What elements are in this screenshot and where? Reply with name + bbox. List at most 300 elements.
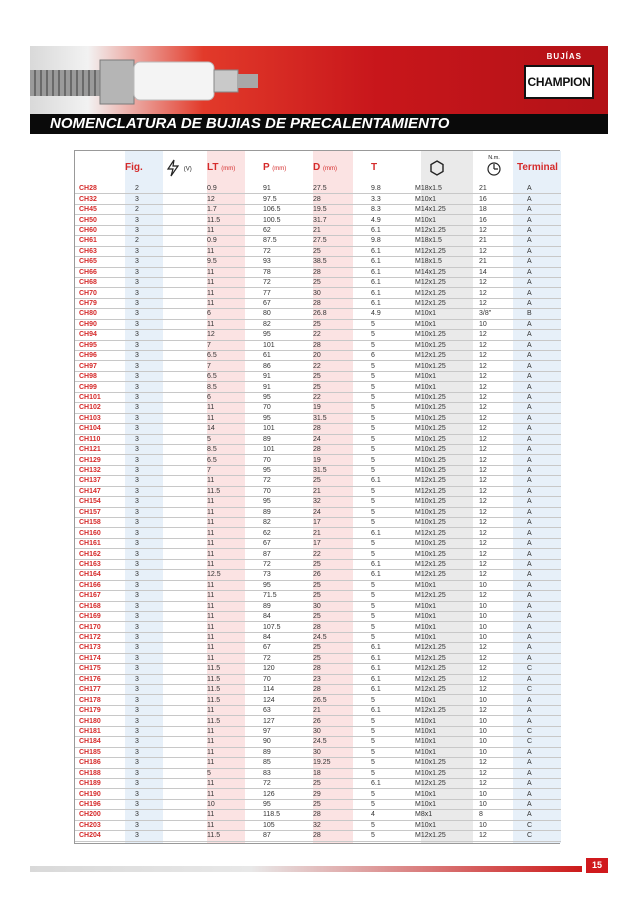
- cell-t: 5: [361, 497, 415, 507]
- col-header-terminal: Terminal: [517, 162, 558, 173]
- cell-terminal: A: [517, 465, 561, 475]
- cell-fig: 3: [125, 246, 165, 256]
- cell-terminal: B: [517, 309, 561, 319]
- cell-torque: 12: [471, 549, 517, 559]
- cell-lt: 12: [207, 330, 249, 340]
- cell-thread: M10x1: [415, 215, 471, 225]
- cell-fig: 3: [125, 361, 165, 371]
- cell-model: CH204: [75, 831, 125, 841]
- cell-p: 95: [249, 392, 307, 402]
- cell-d: 19: [307, 403, 361, 413]
- cell-t: 5: [361, 622, 415, 632]
- cell-t: 5: [361, 632, 415, 642]
- cell-t: 6.1: [361, 685, 415, 695]
- cell-model: CH160: [75, 528, 125, 538]
- cell-d: 25: [307, 559, 361, 569]
- cell-fig: 3: [125, 330, 165, 340]
- cell-d: 24.5: [307, 737, 361, 747]
- cell-lt: 9.5: [207, 257, 249, 267]
- cell-p: 82: [249, 319, 307, 329]
- cell-t: 6.1: [361, 246, 415, 256]
- cell-voltage: [165, 643, 207, 653]
- cell-voltage: [165, 298, 207, 308]
- cell-p: 89: [249, 601, 307, 611]
- cell-torque: 12: [471, 298, 517, 308]
- cell-terminal: A: [517, 371, 561, 381]
- cell-torque: 12: [471, 570, 517, 580]
- cell-d: 28: [307, 622, 361, 632]
- table-row: [75, 747, 561, 757]
- cell-fig: 3: [125, 465, 165, 475]
- cell-voltage: [165, 204, 207, 214]
- cell-lt: 6.5: [207, 455, 249, 465]
- cell-terminal: A: [517, 319, 561, 329]
- cell-fig: 3: [125, 601, 165, 611]
- cell-p: 67: [249, 538, 307, 548]
- table-row: [75, 309, 561, 319]
- cell-terminal: A: [517, 778, 561, 788]
- table-row: [75, 758, 561, 768]
- cell-p: 101: [249, 444, 307, 454]
- cell-d: 31.5: [307, 465, 361, 475]
- cell-d: 25: [307, 799, 361, 809]
- cell-thread: M10x1.25: [415, 538, 471, 548]
- table-row: [75, 705, 561, 715]
- table-row: [75, 528, 561, 538]
- cell-d: 22: [307, 392, 361, 402]
- cell-fig: 3: [125, 632, 165, 642]
- cell-model: CH121: [75, 444, 125, 454]
- cell-terminal: A: [517, 455, 561, 465]
- cell-p: 101: [249, 424, 307, 434]
- cell-t: 6.1: [361, 298, 415, 308]
- cell-torque: 3/8": [471, 309, 517, 319]
- table-row: [75, 497, 561, 507]
- cell-torque: 12: [471, 351, 517, 361]
- cell-torque: 12: [471, 685, 517, 695]
- cell-thread: M10x1: [415, 611, 471, 621]
- cell-fig: 3: [125, 705, 165, 715]
- table-row: [75, 653, 561, 663]
- cell-voltage: [165, 632, 207, 642]
- cell-terminal: A: [517, 257, 561, 267]
- cell-model: CH104: [75, 424, 125, 434]
- cell-d: 28: [307, 685, 361, 695]
- cell-p: 105: [249, 820, 307, 830]
- cell-terminal: A: [517, 486, 561, 496]
- cell-model: CH177: [75, 685, 125, 695]
- cell-fig: 3: [125, 225, 165, 235]
- cell-thread: M10x1.25: [415, 413, 471, 423]
- cell-torque: 8: [471, 810, 517, 820]
- cell-thread: M10x1.25: [415, 507, 471, 517]
- cell-terminal: A: [517, 277, 561, 287]
- cell-voltage: [165, 225, 207, 235]
- table-header-row: [75, 151, 561, 184]
- cell-t: 5: [361, 820, 415, 830]
- cell-lt: 12.5: [207, 570, 249, 580]
- cell-voltage: [165, 580, 207, 590]
- cell-voltage: [165, 674, 207, 684]
- torque-unit: N.m.: [488, 155, 500, 161]
- cell-d: 24.5: [307, 632, 361, 642]
- cell-terminal: A: [517, 528, 561, 538]
- cell-voltage: [165, 444, 207, 454]
- table-row: [75, 810, 561, 820]
- cell-model: CH196: [75, 799, 125, 809]
- table-row: [75, 288, 561, 298]
- cell-fig: 3: [125, 371, 165, 381]
- cell-model: CH175: [75, 664, 125, 674]
- cell-fig: 3: [125, 444, 165, 454]
- cell-voltage: [165, 392, 207, 402]
- cell-model: CH188: [75, 768, 125, 778]
- cell-t: 5: [361, 737, 415, 747]
- table-row: [75, 184, 561, 194]
- cell-fig: 3: [125, 340, 165, 350]
- cell-voltage: [165, 267, 207, 277]
- cell-torque: 12: [471, 444, 517, 454]
- cell-t: 6.1: [361, 225, 415, 235]
- cell-voltage: [165, 455, 207, 465]
- cell-terminal: A: [517, 236, 561, 246]
- cell-p: 95: [249, 497, 307, 507]
- cell-lt: 11: [207, 622, 249, 632]
- cell-torque: 10: [471, 601, 517, 611]
- cell-p: 124: [249, 695, 307, 705]
- cell-lt: 11: [207, 403, 249, 413]
- cell-model: CH166: [75, 580, 125, 590]
- cell-d: 28: [307, 664, 361, 674]
- table-row: [75, 518, 561, 528]
- cell-terminal: A: [517, 611, 561, 621]
- table-row: [75, 507, 561, 517]
- cell-t: 9.8: [361, 236, 415, 246]
- lt-unit: (mm): [221, 166, 236, 172]
- cell-thread: M10x1.25: [415, 330, 471, 340]
- cell-lt: 11: [207, 298, 249, 308]
- cell-t: 5: [361, 413, 415, 423]
- cell-terminal: A: [517, 549, 561, 559]
- cell-thread: M10x1.25: [415, 497, 471, 507]
- cell-t: 5: [361, 538, 415, 548]
- cell-thread: M10x1.25: [415, 758, 471, 768]
- cell-lt: 11.5: [207, 674, 249, 684]
- cell-d: 30: [307, 601, 361, 611]
- page-title: NOMENCLATURA DE BUJIAS DE PRECALENTAMIENTO: [50, 115, 450, 132]
- cell-lt: 6: [207, 309, 249, 319]
- table-row: [75, 361, 561, 371]
- cell-thread: M10x1: [415, 622, 471, 632]
- cell-terminal: C: [517, 664, 561, 674]
- cell-fig: 3: [125, 778, 165, 788]
- cell-d: 28: [307, 267, 361, 277]
- cell-p: 87: [249, 831, 307, 841]
- table-row: [75, 204, 561, 214]
- cell-thread: M10x1: [415, 319, 471, 329]
- cell-p: 120: [249, 664, 307, 674]
- cell-lt: 11.5: [207, 685, 249, 695]
- table-row: [75, 559, 561, 569]
- cell-voltage: [165, 685, 207, 695]
- cell-model: CH110: [75, 434, 125, 444]
- cell-torque: 12: [471, 330, 517, 340]
- cell-d: 27.5: [307, 236, 361, 246]
- cell-terminal: C: [517, 726, 561, 736]
- cell-terminal: A: [517, 705, 561, 715]
- col-header-p: [249, 151, 307, 184]
- cell-model: CH163: [75, 559, 125, 569]
- cell-torque: 12: [471, 455, 517, 465]
- cell-fig: 3: [125, 591, 165, 601]
- cell-d: 17: [307, 538, 361, 548]
- table-row: [75, 737, 561, 747]
- table-row: [75, 726, 561, 736]
- p-unit: (mm): [272, 166, 287, 172]
- cell-d: 19: [307, 455, 361, 465]
- cell-terminal: A: [517, 194, 561, 204]
- cell-model: CH65: [75, 257, 125, 267]
- cell-lt: 7: [207, 340, 249, 350]
- cell-d: 21: [307, 225, 361, 235]
- cell-model: CH157: [75, 507, 125, 517]
- cell-fig: 3: [125, 497, 165, 507]
- cell-p: 67: [249, 298, 307, 308]
- cell-t: 4.9: [361, 309, 415, 319]
- cell-terminal: A: [517, 267, 561, 277]
- cell-thread: M14x1.25: [415, 204, 471, 214]
- cell-fig: 3: [125, 288, 165, 298]
- table-row: [75, 455, 561, 465]
- cell-d: 25: [307, 476, 361, 486]
- cell-fig: 2: [125, 204, 165, 214]
- cell-thread: M10x1: [415, 194, 471, 204]
- glow-plug-voltage-icon: [165, 159, 181, 177]
- cell-fig: 3: [125, 403, 165, 413]
- cell-fig: 3: [125, 716, 165, 726]
- cell-p: 72: [249, 476, 307, 486]
- cell-p: 85: [249, 758, 307, 768]
- cell-t: 5: [361, 758, 415, 768]
- cell-model: CH66: [75, 267, 125, 277]
- table-row: [75, 570, 561, 580]
- torque-wrench-icon: [486, 161, 502, 177]
- cell-lt: 11: [207, 246, 249, 256]
- cell-fig: 3: [125, 611, 165, 621]
- cell-terminal: A: [517, 361, 561, 371]
- cell-fig: 3: [125, 538, 165, 548]
- d-label: D: [313, 162, 321, 173]
- cell-thread: M10x1.25: [415, 392, 471, 402]
- cell-torque: 21: [471, 257, 517, 267]
- cell-fig: 3: [125, 413, 165, 423]
- cell-lt: 7: [207, 361, 249, 371]
- cell-voltage: [165, 424, 207, 434]
- cell-thread: M12x1.25: [415, 674, 471, 684]
- cell-fig: 3: [125, 277, 165, 287]
- cell-d: 28: [307, 298, 361, 308]
- cell-p: 82: [249, 518, 307, 528]
- col-header-d: [307, 151, 361, 184]
- cell-terminal: A: [517, 632, 561, 642]
- cell-lt: 11: [207, 789, 249, 799]
- cell-torque: 10: [471, 695, 517, 705]
- cell-voltage: [165, 340, 207, 350]
- cell-voltage: [165, 486, 207, 496]
- cell-terminal: A: [517, 340, 561, 350]
- table-row: [75, 580, 561, 590]
- cell-p: 72: [249, 277, 307, 287]
- cell-torque: 12: [471, 361, 517, 371]
- logo-text: CHAMPION: [527, 75, 591, 89]
- cell-lt: 11.5: [207, 664, 249, 674]
- cell-model: CH98: [75, 371, 125, 381]
- cell-voltage: [165, 215, 207, 225]
- cell-t: 6.1: [361, 674, 415, 684]
- cell-lt: 11: [207, 580, 249, 590]
- cell-terminal: A: [517, 382, 561, 392]
- cell-torque: 10: [471, 632, 517, 642]
- cell-lt: 11: [207, 810, 249, 820]
- cell-model: CH96: [75, 351, 125, 361]
- cell-d: 26.8: [307, 309, 361, 319]
- table-row: [75, 831, 561, 841]
- cell-model: CH180: [75, 716, 125, 726]
- cell-d: 25: [307, 611, 361, 621]
- table-row: [75, 549, 561, 559]
- cell-model: CH60: [75, 225, 125, 235]
- cell-voltage: [165, 518, 207, 528]
- table-row: [75, 194, 561, 204]
- cell-thread: M10x1.25: [415, 424, 471, 434]
- cell-d: 32: [307, 820, 361, 830]
- cell-model: CH28: [75, 184, 125, 194]
- cell-voltage: [165, 653, 207, 663]
- cell-voltage: [165, 549, 207, 559]
- cell-terminal: A: [517, 789, 561, 799]
- cell-p: 95: [249, 330, 307, 340]
- cell-terminal: A: [517, 204, 561, 214]
- cell-d: 25: [307, 382, 361, 392]
- cell-fig: 3: [125, 758, 165, 768]
- table-row: [75, 820, 561, 830]
- cell-voltage: [165, 465, 207, 475]
- cell-t: 6.1: [361, 705, 415, 715]
- cell-d: 20: [307, 351, 361, 361]
- cell-voltage: [165, 507, 207, 517]
- cell-t: 5: [361, 403, 415, 413]
- cell-model: CH32: [75, 194, 125, 204]
- cell-t: 5: [361, 747, 415, 757]
- cell-t: 5: [361, 465, 415, 475]
- cell-model: CH189: [75, 778, 125, 788]
- col-header-fig: Fig.: [125, 162, 143, 173]
- cell-p: 87.5: [249, 236, 307, 246]
- cell-t: 5: [361, 518, 415, 528]
- cell-fig: 3: [125, 528, 165, 538]
- cell-p: 101: [249, 340, 307, 350]
- cell-voltage: [165, 538, 207, 548]
- cell-lt: 11: [207, 277, 249, 287]
- table-row: [75, 486, 561, 496]
- cell-model: CH80: [75, 309, 125, 319]
- cell-d: 21: [307, 705, 361, 715]
- glow-plug-table: [74, 150, 560, 844]
- cell-lt: 11: [207, 820, 249, 830]
- cell-d: 28: [307, 340, 361, 350]
- cell-thread: M10x1.25: [415, 768, 471, 778]
- cell-t: 6.1: [361, 528, 415, 538]
- cell-torque: 12: [471, 507, 517, 517]
- cell-terminal: A: [517, 507, 561, 517]
- table-row: [75, 664, 561, 674]
- table-row: [75, 382, 561, 392]
- cell-terminal: A: [517, 591, 561, 601]
- cell-p: 100.5: [249, 215, 307, 225]
- cell-model: CH103: [75, 413, 125, 423]
- cell-thread: M10x1: [415, 580, 471, 590]
- cell-p: 97: [249, 726, 307, 736]
- cell-t: 6.1: [361, 288, 415, 298]
- cell-fig: 3: [125, 319, 165, 329]
- cell-torque: 12: [471, 288, 517, 298]
- cell-thread: M10x1.25: [415, 518, 471, 528]
- cell-t: 5: [361, 392, 415, 402]
- table-row: [75, 538, 561, 548]
- cell-t: 5: [361, 507, 415, 517]
- cell-model: CH176: [75, 674, 125, 684]
- cell-thread: M8x1: [415, 810, 471, 820]
- cell-d: 19.25: [307, 758, 361, 768]
- cell-d: 25: [307, 643, 361, 653]
- cell-thread: M10x1: [415, 632, 471, 642]
- cell-voltage: [165, 246, 207, 256]
- cell-d: 31.5: [307, 413, 361, 423]
- cell-t: 5: [361, 799, 415, 809]
- cell-d: 29: [307, 789, 361, 799]
- cell-p: 97.5: [249, 194, 307, 204]
- cell-thread: M10x1: [415, 371, 471, 381]
- cell-torque: 12: [471, 476, 517, 486]
- cell-thread: M10x1: [415, 309, 471, 319]
- cell-t: 6.1: [361, 267, 415, 277]
- cell-voltage: [165, 236, 207, 246]
- cell-d: 25: [307, 653, 361, 663]
- cell-lt: 11.5: [207, 215, 249, 225]
- table-row: [75, 476, 561, 486]
- cell-torque: 14: [471, 267, 517, 277]
- cell-p: 93: [249, 257, 307, 267]
- cell-model: CH50: [75, 215, 125, 225]
- cell-lt: 11: [207, 591, 249, 601]
- cell-torque: 21: [471, 184, 517, 194]
- cell-thread: M14x1.25: [415, 267, 471, 277]
- cell-model: CH79: [75, 298, 125, 308]
- cell-t: 5: [361, 726, 415, 736]
- cell-lt: 11: [207, 528, 249, 538]
- cell-fig: 3: [125, 810, 165, 820]
- cell-d: 22: [307, 361, 361, 371]
- cell-thread: M18x1.5: [415, 184, 471, 194]
- cell-voltage: [165, 726, 207, 736]
- cell-torque: 10: [471, 726, 517, 736]
- cell-t: 5: [361, 444, 415, 454]
- cell-lt: 11.5: [207, 831, 249, 841]
- cell-voltage: [165, 716, 207, 726]
- cell-terminal: C: [517, 820, 561, 830]
- cell-terminal: A: [517, 559, 561, 569]
- cell-fig: 3: [125, 643, 165, 653]
